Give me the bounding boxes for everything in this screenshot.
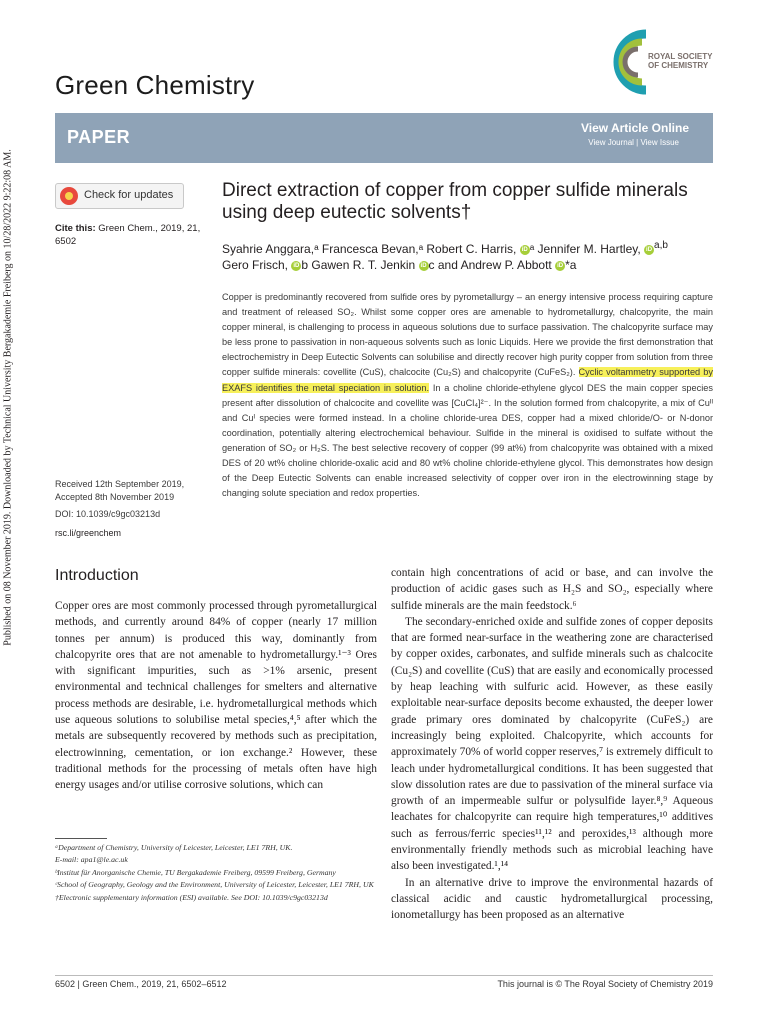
authors-line2a: Gero Frisch, [222,258,289,272]
check-for-updates-label: Check for updates [84,189,174,201]
authors-line1: Syahrie Anggara,ᵃ Francesca Bevan,ᵃ Robert C. Harris, [222,242,517,256]
authors-line2d: *a [565,258,577,272]
cite-reference: Green Chem., 2019, 21, 6502 [55,223,201,247]
doi[interactable]: DOI: 10.1039/c9gc03213d [55,509,161,519]
intro-paragraph-2: contain high concentrations of acid or base, and can involve the production of acidic gases such as H₂S and SO₂, especially where sulfide minerals are the main feedstock.⁶ [391,567,713,612]
crossmark-icon [60,187,78,205]
authors-line1b: ᵃ Jennifer M. Hartley, [529,242,641,256]
footnotes [55,842,377,904]
intro-paragraph-4: In an alternative drive to improve the environmental hazards of classical acidic and caustic hydrometallurgical processing, ionometallurgy has been proposed as an alternative [391,876,713,922]
orcid-icon[interactable]: iD [557,262,564,269]
authors-affil: a,b [654,240,668,251]
intro-paragraph-1: Copper ores are most commonly processed through pyrometallurgical methods, and currently around 84% of copper (nearly 17 million tonnes per annum) is produced this way, dominantly from chalcopyrite ores that are not amenable to hydrometallurgy.¹⁻³ Ores with significant impurities, such as >1% arsenic, present environmental and technical challenges for smelters and alternative process methods are desirable, i.e. hydrometallurgical methods which use aqueous solutions to solubilise metal species,⁴,⁵ after which the metals are subsequently recovered by methods such as precipitation, electrowinning, cementation, or ion exchange.² However, these traditional methods for the processing of metals often have high energy usages and/or utilise corrosive solutions, which can [55,600,377,792]
orcid-icon[interactable]: iD [420,262,427,269]
footnote-divider [55,838,107,839]
view-article-online-link[interactable]: View Article Online [580,121,689,135]
orcid-icon[interactable]: iD [646,246,653,253]
abstract-text-continued: In a choline chloride-ethylene glycol DES the main copper species present after dissolution of chalcocite and covellite was [CuCl₄]²⁻. In the solution formed from chalcopyrite, a mix of Cuᴵᴵ and Cuᴵ species were formed instead. In a choline chloride-urea DES, copper had a mixed chloride/O- or N-donor coordination, potentially altering electrochemical behaviour. Sulfide in the mineral is oxidised to sulfate without the generation of SO₂ or H₂S. The best selective recovery of copper (99 at%) from chalcopyrite was obtained with a mixed DES of 20 wt% choline chloride-oxalic acid and 80 wt% choline chloride-ethylene glycol. This demonstrates how design of the Deep Eutectic Solvents can enable increased selectivity of copper over iron in the electrowinning stage by changing solute speciation and redox properties. [222,382,713,499]
orcid-icon[interactable]: iD [521,246,528,253]
received-date: Received 12th September 2019, [55,479,185,489]
publication-history [55,478,210,521]
footnote-email[interactable]: E-mail: apa1@le.ac.uk [55,855,128,865]
authors-line2b: b Gawen R. T. Jenkin [301,258,416,272]
check-for-updates-button[interactable] [55,183,184,209]
intro-left-column [55,598,377,794]
journal-link[interactable]: rsc.li/greenchem [55,528,122,538]
article-type-label: PAPER [67,127,131,147]
page-footer-right: This journal is © The Royal Society of Chemistry 2019 [497,979,713,989]
authors-line2c: c and Andrew P. Abbott [428,258,552,272]
accepted-date: Accepted 8th November 2019 [55,491,175,502]
footnote-affiliation-c: ᶜSchool of Geography, Geology and the Environment, University of Leicester, Leicester, LE1 7RH, UK [55,880,374,890]
footnote-affiliation-b: ᵇInstitut für Anorganische Chemie, TU Bergakademie Freiberg, 09599 Freiberg, Germany [55,867,336,877]
publication-side-note: Published on 08 November 2019. Downloaded by Technical University Bergakademie Freiberg on 10/28/2022 9:22:08 AM. [2,149,14,646]
abstract [222,290,713,501]
intro-paragraph-3: The secondary-enriched oxide and sulfide zones of copper deposits that are formed near-surface in the weathering zone are characterised by copper oxides, carbonates, and sulfide minerals such as chalcocite (Cu₂S) and covellite (CuS) that are easily and economically processed by heap leaching with sulfuric acid. However, as these easily exploitable near-surface deposits become exhausted, the deeper lower grade primary ores dominated by chalcopyrite (CuFeS₂) are increasingly being exploited. Chalcopyrite, which accounts for approximately 70% of world copper reserves,⁷ is extremely difficult to leach under hydrometallurgical conditions. It has been suggested that slow dissolution rates are due to passivation of the mineral surface via growth of an impermeable sulfur or polysulfide layer.⁸,⁹ Aqueous leachates for chalcopyrite can require high temperatures,¹⁰ additives such as ferrous/ferric species¹¹,¹² and peroxides,¹³ although more environmentally friendly methods such as microbial leaching have also been investigated.¹,¹⁴ [391,615,713,873]
page-footer-left: 6502 | Green Chem., 2019, 21, 6502–6512 [55,979,227,989]
article-title: Direct extraction of copper from copper sulfide minerals using deep eutectic solvents† [222,180,688,223]
cite-label: Cite this: [55,223,96,234]
article-type-banner [55,113,713,163]
rsc-logo[interactable] [608,22,728,102]
abstract-highlight: Cyclic voltammetry supported by EXAFS identifies the metal speciation in solution. [222,367,713,393]
cite-this [55,222,205,248]
orcid-icon[interactable]: iD [293,262,300,269]
intro-right-column [391,565,713,924]
author-list [222,238,722,273]
footnote-affiliation-a: ᵃDepartment of Chemistry, University of Leicester, Leicester, LE1 7RH, UK. [55,843,293,852]
footer-divider [55,975,713,976]
journal-title: Green Chemistry [55,70,255,100]
footnote-esi: †Electronic supplementary information (ESI) available. See DOI: 10.1039/c9gc03213d [55,892,328,902]
rsc-wordmark: ROYAL SOCIETY OF CHEMISTRY [648,52,713,70]
view-journal-issue-links[interactable]: View Journal | View Issue [588,138,679,147]
abstract-text: Copper is predominantly recovered from sulfide ores by pyrometallurgy – an energy intensive process requiring capture and treatment of released SO₂. Whilst some copper ores are amenable to hydrometallurgy, chalcopyrite, the main copper mineral, is challenging to process in aqueous solutions due to surface passivation. The chalcopyrite surface may be less prone to passivation in non-aqueous solvents such as Ionic Liquids. Here we provide the first demonstration that electrochemistry in Deep Eutectic Solvents can solubilise and directly recover high purity copper from solution from three copper sulfide minerals: covellite (CuS), chalcocite (Cu₂S) and chalcopyrite (CuFeS₂). [222,292,713,378]
section-heading: Introduction [55,567,139,584]
